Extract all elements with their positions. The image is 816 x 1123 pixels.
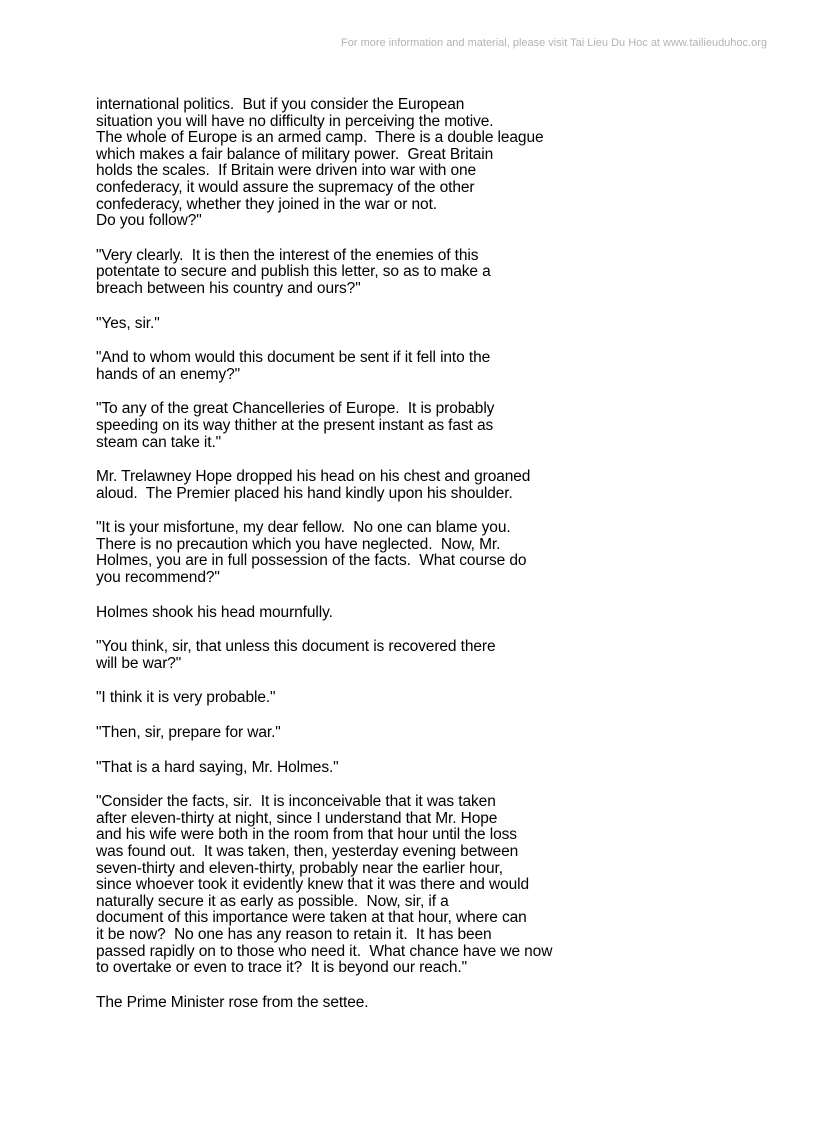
text-line: breach between his country and ours?" bbox=[96, 279, 361, 297]
text-line: Holmes shook his head mournfully. bbox=[96, 603, 333, 621]
text-line: since whoever took it evidently knew that it was there and would bbox=[96, 876, 530, 894]
header-note: For more information and material, please visit Tai Lieu Du Hoc at www.tailieuduhoc.org bbox=[341, 37, 767, 49]
paragraph bbox=[96, 690, 786, 707]
text-line: situation you will have no difficulty in perceiving the motive. bbox=[96, 112, 494, 130]
text-line: hands of an enemy?" bbox=[96, 365, 241, 383]
text-line: holds the scales. If Britain were driven into war with one bbox=[96, 162, 477, 180]
paragraph bbox=[96, 725, 786, 742]
text-line: "You think, sir, that unless this document is recovered there bbox=[96, 638, 496, 656]
text-line: potentate to secure and publish this letter, so as to make a bbox=[96, 263, 491, 281]
paragraph bbox=[96, 760, 786, 777]
text-line: "That is a hard saying, Mr. Holmes." bbox=[96, 758, 339, 776]
text-line: was found out. It was taken, then, yesterday evening between bbox=[96, 843, 519, 860]
paragraph bbox=[96, 401, 786, 451]
paragraph bbox=[96, 605, 786, 622]
text-line: confederacy, it would assure the supremacy of the other bbox=[96, 178, 475, 196]
paragraph bbox=[96, 469, 786, 502]
text-line: which makes a fair balance of military power. Great Britain bbox=[96, 145, 494, 163]
text-line: international politics. But if you consider the European bbox=[96, 96, 465, 113]
text-line: The whole of Europe is an armed camp. There is a double league bbox=[96, 129, 544, 147]
text-line: document of this importance were taken at that hour, where can bbox=[96, 909, 527, 927]
text-line: steam can take it." bbox=[96, 433, 222, 451]
text-line: Holmes, you are in full possession of the facts. What course do bbox=[96, 552, 527, 570]
text-line: Do you follow?" bbox=[96, 212, 202, 230]
paragraph bbox=[96, 248, 786, 298]
paragraph bbox=[96, 97, 786, 230]
paragraph bbox=[96, 995, 786, 1012]
text-line: "Yes, sir." bbox=[96, 314, 160, 332]
text-line: will be war?" bbox=[96, 654, 182, 672]
text-line: "Very clearly. It is then the interest of the enemies of this bbox=[96, 246, 479, 264]
document-body bbox=[96, 97, 786, 1029]
text-line: it be now? No one has any reason to retain it. It has been bbox=[96, 925, 492, 943]
text-line: speeding on its way thither at the present instant as fast as bbox=[96, 416, 494, 434]
text-line: you recommend?" bbox=[96, 569, 220, 587]
text-line: and his wife were both in the room from that hour until the loss bbox=[96, 826, 517, 844]
paragraph bbox=[96, 316, 786, 333]
text-line: after eleven-thirty at night, since I understand that Mr. Hope bbox=[96, 809, 498, 827]
text-line: confederacy, whether they joined in the war or not. bbox=[96, 195, 437, 213]
text-line: passed rapidly on to those who need it. What chance have we now bbox=[96, 942, 553, 960]
text-line: aloud. The Premier placed his hand kindly upon his shoulder. bbox=[96, 484, 513, 502]
text-line: The Prime Minister rose from the settee. bbox=[96, 993, 369, 1011]
text-line: to overtake or even to trace it? It is beyond our reach." bbox=[96, 959, 468, 977]
paragraph bbox=[96, 520, 786, 586]
text-line: Mr. Trelawney Hope dropped his head on his chest and groaned bbox=[96, 468, 531, 486]
paragraph bbox=[96, 639, 786, 672]
text-line: "To any of the great Chancelleries of Europe. It is probably bbox=[96, 400, 495, 418]
text-line: There is no precaution which you have neglected. Now, Mr. bbox=[96, 535, 501, 553]
paragraph bbox=[96, 794, 786, 977]
text-line: naturally secure it as early as possible. Now, sir, if a bbox=[96, 892, 449, 910]
text-line: seven-thirty and eleven-thirty, probably near the earlier hour, bbox=[96, 859, 503, 877]
text-line: "Then, sir, prepare for war." bbox=[96, 724, 281, 742]
paragraph bbox=[96, 350, 786, 383]
text-line: "Consider the facts, sir. It is inconceivable that it was taken bbox=[96, 793, 496, 811]
text-line: "I think it is very probable." bbox=[96, 689, 276, 707]
text-line: "And to whom would this document be sent if it fell into the bbox=[96, 349, 491, 367]
text-line: "It is your misfortune, my dear fellow. No one can blame you. bbox=[96, 519, 511, 537]
